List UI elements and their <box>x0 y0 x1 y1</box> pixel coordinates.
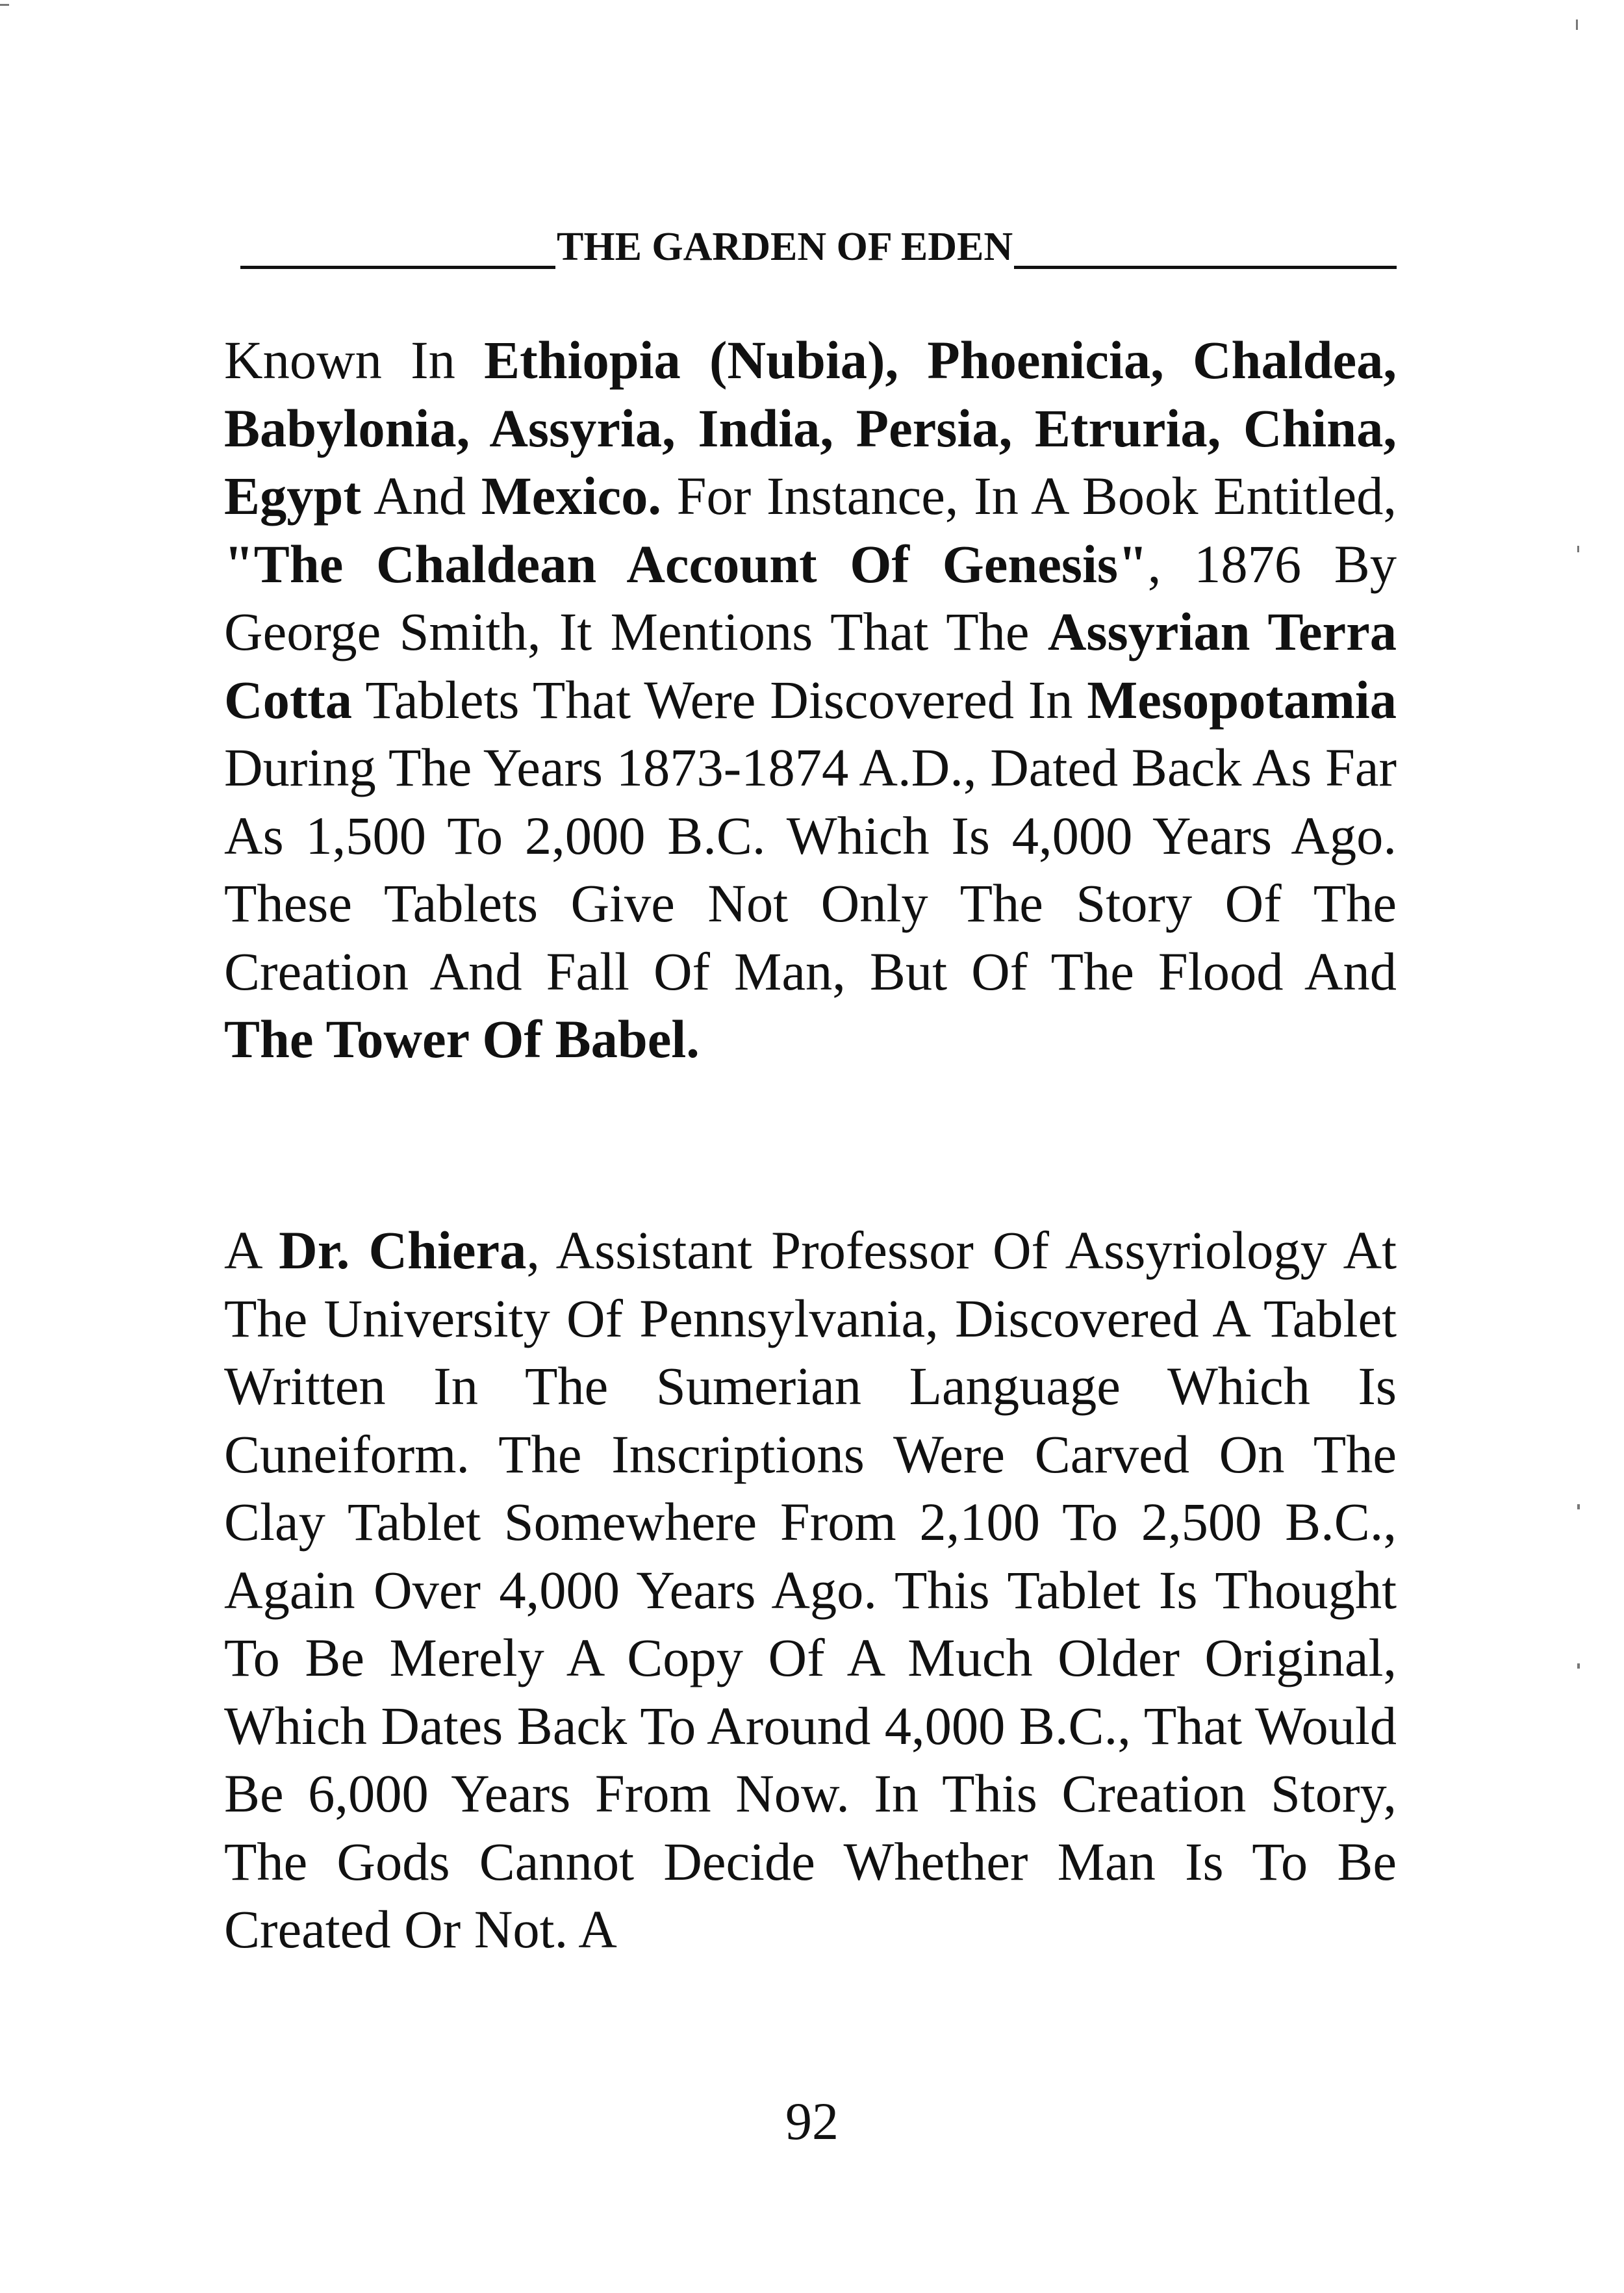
scan-speck <box>1577 1663 1580 1669</box>
para1-text: During The Years 1873-1874 A.D., Dated Back As Far As 1,500 To 2,000 B.C. Which Is 4,000 Years Ago. These Tablets Give Not Only The Story Of The Creation And Fall Of Man, But Of The Flood And <box>224 737 1397 1001</box>
scan-speck <box>1577 546 1579 552</box>
paragraph-2 <box>224 1216 1397 1964</box>
para1-text: Known In <box>224 330 485 390</box>
para1-bold-babel: The Tower Of Babel. <box>224 1009 700 1069</box>
para1-bold-book-title: "The Chaldean Account Of Genesis" <box>224 533 1148 594</box>
para1-bold-mesopotamia: Mesopotamia <box>1087 669 1397 730</box>
para2-bold-chiera: Dr. Chiera <box>279 1220 527 1280</box>
scan-speck <box>0 4 9 6</box>
running-header <box>240 214 1397 273</box>
para1-bold-places: Ethiopia (Nubia), Phoenicia, Chaldea, Babylonia, Assyria, India, Persia, Etruria, China, Egypt <box>224 330 1397 526</box>
page-number: 92 <box>785 2092 839 2151</box>
para2-text: A <box>224 1220 279 1280</box>
scan-speck <box>1576 19 1578 30</box>
para1-text: , 1876 By George Smith, It Mentions That The <box>224 533 1397 661</box>
paragraph-1 <box>224 326 1397 1073</box>
scan-speck <box>1577 1504 1580 1509</box>
para1-text: For Instance, In A Book Entitled, <box>661 466 1397 526</box>
para1-bold-mexico: Mexico. <box>481 466 661 526</box>
header-title: THE GARDEN OF EDEN <box>557 225 1013 269</box>
header-rule-left <box>240 266 555 269</box>
para2-text: , Assistant Professor Of Assyriology At The University Of Pennsylvania, Discovered A Tablet Written In The Sumerian Language Which Is Cuneiform. The Inscriptions Were Carved On The Clay Tablet Somewhere From 2,100 To 2,500 B.C., Again Over 4,000 Years Ago. This Tablet Is Thought To Be Merely A Copy Of A Much Older Original, Which Dates Back To Around 4,000 B.C., That Would Be 6,000 Years From Now. In This Creation Story, The Gods Cannot Decide Whether Man Is To Be Created Or Not. A <box>224 1220 1397 1959</box>
para1-bold-terra-cotta: Assyrian Terra Cotta <box>224 602 1397 730</box>
para1-text: And <box>361 466 481 526</box>
header-rule-right <box>1014 266 1397 269</box>
para1-text: Tablets That Were Discovered In <box>352 669 1087 730</box>
